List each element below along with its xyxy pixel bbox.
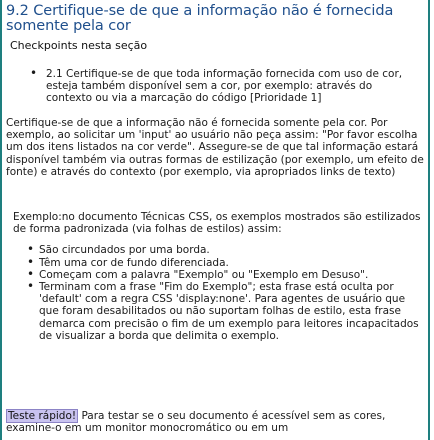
example-intro: Exemplo:no documento Técnicas CSS, os exemplos mostrados são estilizados de forma padronizada (via folhas de estilos) assim: — [13, 211, 421, 236]
quick-test-label: Teste rápido! — [8, 410, 77, 422]
example-block — [13, 211, 421, 342]
list-item: • Terminam com a frase "Fim do Exemplo"; esta frase está oculta por 'default' com a regra CSS 'display:none'. Para agentes de usuário que que foram desabilitados ou não suportam folhas de estilo, esta frase demarca com precisão o fim de um exemplo para leitores incapacitados de visualizar a borda que delimita o exemplo. — [13, 281, 421, 342]
quick-test-paragraph — [6, 410, 424, 434]
quick-test-text: Para testar se o seu documento é acessível sem as cores, examine-o em um monitor monocromático ou em um — [6, 410, 386, 435]
list-item: • São circundados por uma borda. — [13, 244, 421, 256]
section-title: 9.2 Certifique-se de que a informação não é fornecida somente pela cor — [6, 3, 394, 34]
list-item: • Começam com a palavra "Exemplo" ou "Exemplo em Desuso". — [13, 269, 421, 281]
checkpoint-item: • 2.1 Certifique-se de que toda informação fornecida com uso de cor, esteja também disponível sem a cor, por exemplo: através do contexto ou via a marcação do código [Prioridade 1] — [30, 68, 420, 105]
checkpoints-heading: Checkpoints nesta seção — [10, 39, 148, 52]
list-item: • Têm uma cor de fundo diferenciada. — [13, 257, 421, 269]
section-paragraph: Certifique-se de que a informação não é fornecida somente pela cor. Por exemplo, ao solicitar um 'input' ao usuário não peça assim: "Por favor escolha um dos itens listados na cor verde". Assegure-se de que tal informação estará disponível também via outras formas de estilização (por exemplo, um efeito de fonte) e através do contexto (por exemplo, via apropriados links de texto) — [6, 117, 424, 178]
example-list — [13, 244, 421, 342]
checkpoints-list — [30, 68, 420, 105]
